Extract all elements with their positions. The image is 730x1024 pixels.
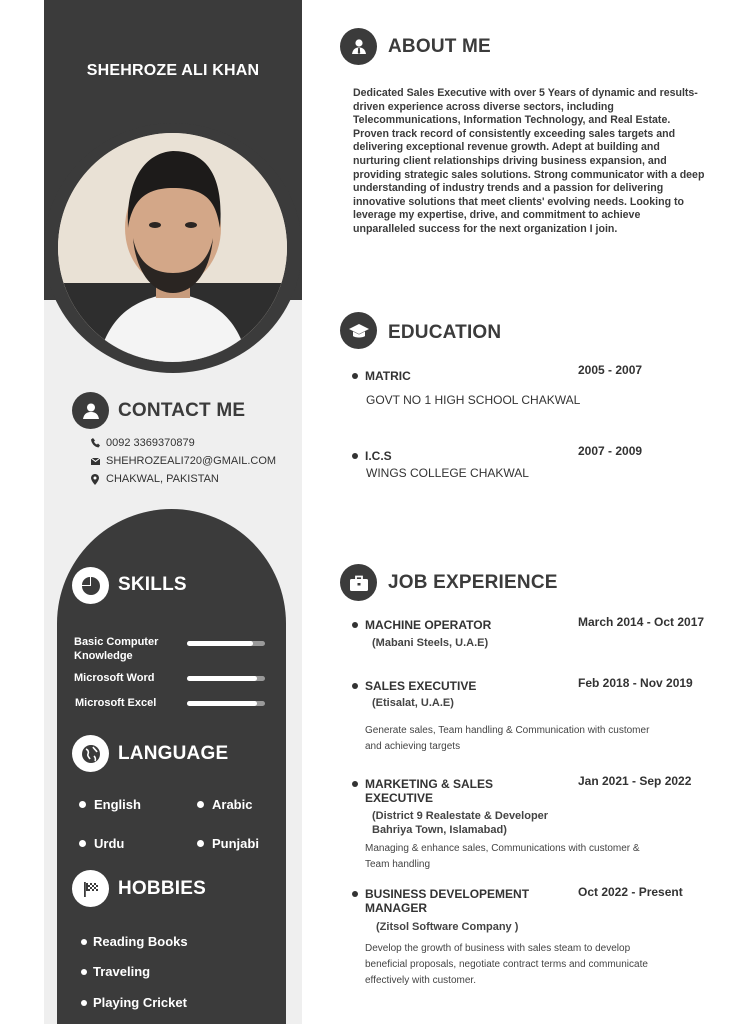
language-item: English	[79, 797, 141, 812]
job-dates: Jan 2021 - Sep 2022	[578, 774, 692, 788]
education-heading: EDUCATION	[388, 322, 502, 343]
skill-bar	[187, 676, 265, 681]
education-title: I.C.S	[352, 449, 392, 463]
language-heading: LANGUAGE	[118, 743, 229, 764]
phone-icon	[86, 438, 104, 448]
job-description: Generate sales, Team handling & Communication with customer and achieving targets	[365, 725, 650, 752]
briefcase-icon	[340, 564, 377, 601]
flag-icon	[72, 870, 109, 907]
job-dates: Feb 2018 - Nov 2019	[578, 676, 693, 690]
email-text: SHEHROZEALI720@GMAIL.COM	[106, 455, 277, 467]
contact-email	[86, 455, 276, 467]
experience-heading: JOB EXPERIENCE	[388, 572, 558, 593]
education-dates: 2005 - 2007	[578, 363, 643, 377]
hobby-item: Reading Books	[81, 934, 188, 949]
contact-phone	[86, 437, 195, 449]
profile-name: SHEHROZE ALI KHAN	[86, 62, 260, 79]
location-pin-icon	[86, 474, 104, 485]
job-description: Develop the growth of business with sales steam to develop beneficial proposals, negotiate contract terms and communicate effectively with customer.	[365, 943, 648, 986]
education-school: WINGS COLLEGE CHAKWAL	[366, 466, 529, 480]
education-dates: 2007 - 2009	[578, 444, 643, 458]
about-user-icon	[340, 28, 377, 65]
education-title: MATRIC	[352, 369, 411, 383]
job-title: MACHINE OPERATOR	[352, 618, 491, 632]
job-dates: March 2014 - Oct 2017	[578, 615, 705, 629]
skills-heading: SKILLS	[118, 574, 187, 595]
education-school: GOVT NO 1 HIGH SCHOOL CHAKWAL	[366, 393, 581, 407]
about-text: Dedicated Sales Executive with over 5 Years of dynamic and results-driven experience across diverse sectors, including Telecommunications, Information Technology, and Real Estate. Proven track record of consistently exceeding sales targets and delivering exceptional revenue growth. Adept at building and nurturing client relationships driving business expansion, and providing strategic sales solutions. Strong communicator with a deep understanding of industry trends and a passion for delivering innovative solutions that meet clients' evolving needs. Looking to leverage my expertise, drive, and commitment to achieve unparalleled success for the next organization I join.	[353, 87, 705, 235]
skill-label: Microsoft Excel	[75, 697, 157, 709]
hobby-item: Playing Cricket	[81, 995, 187, 1010]
skill-label: Microsoft Word	[74, 672, 155, 684]
profile-photo	[58, 133, 287, 362]
job-company: (Etisalat, U.A.E)	[372, 697, 454, 709]
job-title: MARKETING & SALES EXECUTIVE	[352, 777, 522, 805]
user-icon	[72, 392, 109, 429]
language-item: Punjabi	[197, 836, 259, 851]
hobby-item: Traveling	[81, 964, 150, 979]
language-item: Arabic	[197, 797, 252, 812]
mail-icon	[86, 458, 104, 465]
location-text: CHAKWAL, PAKISTAN	[106, 473, 219, 485]
skill-label: Basic Computer Knowledge	[74, 636, 159, 662]
globe-icon	[72, 735, 109, 772]
job-title: SALES EXECUTIVE	[352, 679, 476, 693]
language-item: Urdu	[79, 836, 124, 851]
job-company: (District 9 Realestate & Developer Bahriya Town, Islamabad)	[372, 810, 549, 836]
job-company: (Mabani Steels, U.A.E)	[372, 637, 489, 649]
contact-location	[86, 473, 219, 485]
pie-chart-icon	[72, 567, 109, 604]
job-title: BUSINESS DEVELOPEMENT MANAGER	[352, 887, 567, 915]
graduation-cap-icon	[340, 312, 377, 349]
about-heading: ABOUT ME	[388, 36, 491, 57]
skill-bar	[187, 641, 265, 646]
job-company: (Zitsol Software Company )	[376, 921, 519, 933]
job-dates: Oct 2022 - Present	[578, 885, 683, 899]
phone-text: 0092 3369370879	[106, 437, 195, 449]
hobbies-heading: HOBBIES	[118, 878, 206, 899]
job-description: Managing & enhance sales, Communications with customer & Team handling	[365, 843, 640, 870]
contact-heading: CONTACT ME	[118, 400, 246, 421]
skill-bar	[187, 701, 265, 706]
